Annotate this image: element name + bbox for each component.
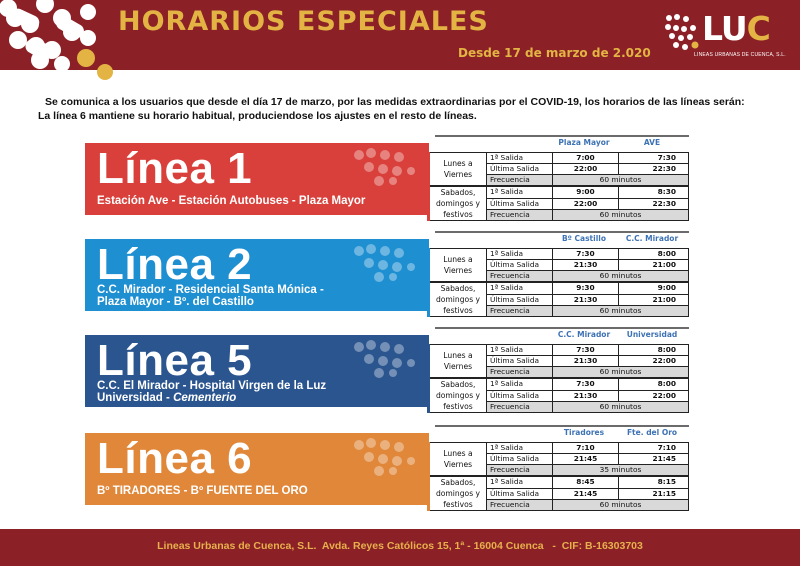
last-departure-label: Última Salida <box>487 356 553 367</box>
column-header-destination: AVE <box>643 138 661 147</box>
logo-tagline: LINEAS URBANAS DE CUENCA, S.L. <box>694 52 786 58</box>
frequency-value: 60 minutos <box>553 209 689 220</box>
first-departure-label: 1ª Salida <box>487 249 553 260</box>
line-banner <box>85 239 429 311</box>
frequency-value: 60 minutos <box>553 175 689 187</box>
time-cell: 7:10 <box>553 443 619 454</box>
time-cell: 8:00 <box>619 249 689 260</box>
column-header-origin: C.C. Mirador <box>557 330 611 339</box>
last-departure-label: Última Salida <box>487 164 553 175</box>
last-departure-label: Última Salida <box>487 390 553 401</box>
table-row <box>429 345 689 356</box>
table-top-rule <box>435 231 689 233</box>
last-departure-label: Última Salida <box>487 454 553 465</box>
time-cell: 21:30 <box>553 356 619 367</box>
time-cell: 22:00 <box>619 356 689 367</box>
time-cell: 21:00 <box>619 294 689 305</box>
route-stops: C.C. Mirador - Residencial Santa Mónica - Plaza Mayor - Bº. del Castillo <box>97 284 324 308</box>
time-cell: 7:30 <box>619 153 689 164</box>
route-stops: Estación Ave - Estación Autobuses - Plaza Mayor <box>97 195 366 207</box>
time-cell: 7:10 <box>619 443 689 454</box>
line-1-block <box>85 135 690 225</box>
last-departure-label: Última Salida <box>487 198 553 209</box>
frequency-label: Frecuencia <box>487 175 553 187</box>
table-row <box>429 378 689 390</box>
intro-notice <box>38 95 765 123</box>
frequency-label: Frecuencia <box>487 367 553 379</box>
frequency-label: Frecuencia <box>487 499 553 510</box>
banner-dots-icon <box>349 339 419 379</box>
time-cell: 22:00 <box>553 198 619 209</box>
last-departure-label: Última Salida <box>487 488 553 499</box>
logo-dots-icon <box>664 14 704 54</box>
frequency-value: 35 minutos <box>553 465 689 477</box>
line-title: Línea 2 <box>97 240 253 289</box>
route-stops: C.C. El Mirador - Hospital Virgen de la Luz Universidad - Cementerio <box>97 380 327 404</box>
frequency-value: 60 minutos <box>553 499 689 510</box>
weekday-label: Lunes a Viernes <box>429 443 487 477</box>
time-cell: 21:45 <box>619 454 689 465</box>
column-header-origin: Tiradores <box>563 428 605 437</box>
column-header-destination: Universidad <box>626 330 678 339</box>
weekend-label: Sabados, domingos y festivos <box>429 282 487 317</box>
last-departure-label: Última Salida <box>487 260 553 271</box>
frequency-label: Frecuencia <box>487 271 553 283</box>
header-band <box>0 0 800 70</box>
column-header-destination: Fte. del Oro <box>626 428 678 437</box>
brand-dots-icon <box>0 0 115 82</box>
intro-line-2: La línea 6 mantiene su horario habitual, produciendose los ajustes en el resto de líneas. <box>38 110 477 122</box>
time-cell: 21:30 <box>553 390 619 401</box>
route-stops: Bº TIRADORES - Bº FUENTE DEL ORO <box>97 485 308 497</box>
time-cell: 21:15 <box>619 488 689 499</box>
time-cell: 8:30 <box>619 186 689 198</box>
line-title: Línea 6 <box>97 434 253 483</box>
weekday-label: Lunes a Viernes <box>429 345 487 379</box>
weekday-label: Lunes a Viernes <box>429 153 487 187</box>
time-cell: 8:00 <box>619 345 689 356</box>
first-departure-label: 1ª Salida <box>487 186 553 198</box>
table-row <box>429 186 689 198</box>
line-2-block <box>85 231 690 321</box>
line-banner <box>85 433 429 505</box>
intro-line-1: Se comunica a los usuarios que desde el día 17 de marzo, por las medidas extraordinarias por el COVID-19, los horarios de las líneas serán: <box>45 96 745 108</box>
frequency-value: 60 minutos <box>553 305 689 316</box>
time-cell: 22:30 <box>619 198 689 209</box>
time-cell: 7:30 <box>553 345 619 356</box>
table-row <box>429 153 689 164</box>
table-row <box>429 282 689 294</box>
banner-dots-icon <box>349 243 419 283</box>
first-departure-label: 1ª Salida <box>487 443 553 454</box>
line-title: Línea 5 <box>97 336 253 385</box>
first-departure-label: 1ª Salida <box>487 153 553 164</box>
frequency-label: Frecuencia <box>487 401 553 412</box>
table-row <box>429 443 689 454</box>
time-cell: 22:00 <box>553 164 619 175</box>
banner-dots-icon <box>349 437 419 477</box>
frequency-value: 60 minutos <box>553 367 689 379</box>
time-cell: 9:00 <box>619 282 689 294</box>
line-banner <box>85 335 429 407</box>
column-header-origin: Bº Castillo <box>561 234 607 243</box>
frequency-label: Frecuencia <box>487 305 553 316</box>
column-header-destination: C.C. Mirador <box>625 234 679 243</box>
table-top-rule <box>435 425 689 427</box>
time-cell: 22:00 <box>619 390 689 401</box>
time-cell: 21:00 <box>619 260 689 271</box>
weekend-label: Sabados, domingos y festivos <box>429 476 487 511</box>
time-cell: 21:45 <box>553 454 619 465</box>
table-row <box>429 476 689 488</box>
page-title: HORARIOS ESPECIALES <box>118 6 489 37</box>
frequency-label: Frecuencia <box>487 465 553 477</box>
time-cell: 21:30 <box>553 294 619 305</box>
frequency-label: Frecuencia <box>487 209 553 220</box>
time-cell: 8:00 <box>619 378 689 390</box>
time-cell: 8:15 <box>619 476 689 488</box>
time-cell: 21:30 <box>553 260 619 271</box>
time-cell: 9:00 <box>553 186 619 198</box>
weekend-label: Sabados, domingos y festivos <box>429 378 487 413</box>
time-cell: 21:45 <box>553 488 619 499</box>
banner-dots-icon <box>349 147 419 187</box>
company-info: Lineas Urbanas de Cuenca, S.L. Avda. Reyes Católicos 15, 1ª - 16004 Cuenca - CIF: B-16303703 <box>157 540 643 552</box>
logo-wordmark: LUC <box>702 9 770 48</box>
weekend-label: Sabados, domingos y festivos <box>429 186 487 221</box>
frequency-value: 60 minutos <box>553 401 689 412</box>
table-top-rule <box>435 327 689 329</box>
time-cell: 9:30 <box>553 282 619 294</box>
line-5-block <box>85 327 690 417</box>
time-cell: 7:00 <box>553 153 619 164</box>
weekday-label: Lunes a Viernes <box>429 249 487 283</box>
table-top-rule <box>435 135 689 137</box>
time-cell: 7:30 <box>553 378 619 390</box>
luc-logo <box>664 9 786 60</box>
frequency-value: 60 minutos <box>553 271 689 283</box>
line-title: Línea 1 <box>97 144 253 193</box>
last-departure-label: Última Salida <box>487 294 553 305</box>
table-row <box>429 249 689 260</box>
first-departure-label: 1ª Salida <box>487 282 553 294</box>
time-cell: 7:30 <box>553 249 619 260</box>
time-cell: 22:30 <box>619 164 689 175</box>
line-6-block <box>85 425 690 515</box>
first-departure-label: 1ª Salida <box>487 378 553 390</box>
line-banner <box>85 143 429 215</box>
first-departure-label: 1ª Salida <box>487 345 553 356</box>
column-header-origin: Plaza Mayor <box>558 138 610 147</box>
time-cell: 8:45 <box>553 476 619 488</box>
effective-date: Desde 17 de marzo de 2.020 <box>458 46 651 60</box>
first-departure-label: 1ª Salida <box>487 476 553 488</box>
footer-band <box>0 529 800 566</box>
